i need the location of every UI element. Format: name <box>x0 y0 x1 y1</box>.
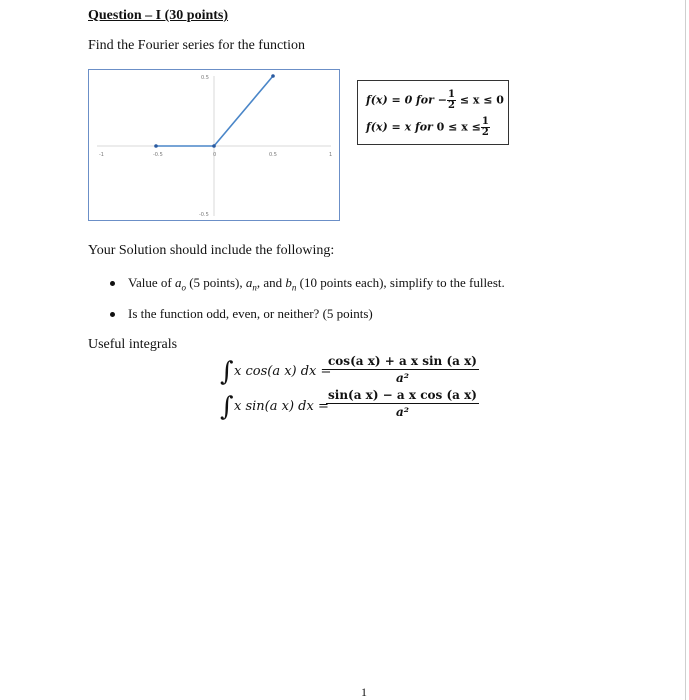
def1-lhs: f(x) = 0 for <box>366 93 434 107</box>
b1-text-b: (5 points), <box>185 275 246 290</box>
def1-frac-den: 2 <box>448 100 455 111</box>
x-tick-neg1: -1 <box>99 152 104 158</box>
question-prompt: Find the Fourier series for the function <box>88 38 305 53</box>
x-tick-1: 1 <box>329 152 333 158</box>
b1-bn: b <box>285 275 292 290</box>
page-edge <box>685 0 686 700</box>
point-origin <box>212 144 216 148</box>
linear-segment <box>214 76 273 146</box>
b1-bn-sub: n <box>291 282 297 293</box>
solution-intro: Your Solution should include the following: <box>88 243 335 258</box>
bullet-coefficients <box>128 275 505 293</box>
graph-svg <box>89 70 339 220</box>
function-graph <box>88 69 340 221</box>
b1-a0-sub: o <box>181 282 186 293</box>
useful-integrals-label: Useful integrals <box>88 337 178 352</box>
i2-denominator: a² <box>395 405 409 419</box>
i1-numerator: cos(a x) + a x sin (a x) <box>328 354 477 368</box>
integral-2-result <box>326 388 479 419</box>
bullet-symmetry: Is the function odd, even, or neither? (5 points) <box>128 306 373 321</box>
def2-frac <box>481 117 490 138</box>
integral-1-lhs <box>234 364 331 379</box>
b1-text-d: (10 points each), simplify to the fullest. <box>296 275 505 290</box>
question-title: Question – I (30 points) <box>88 8 229 23</box>
integral-sign-1: ∫ <box>220 357 234 387</box>
point-neg05 <box>154 144 158 148</box>
integral-2-lhs <box>234 399 329 414</box>
def1-range-end: ≤ x ≤ 0 <box>459 93 504 107</box>
b1-text-a: Value of <box>128 275 175 290</box>
b1-an: a <box>245 275 253 290</box>
x-tick-05: 0.5 <box>269 152 277 158</box>
definition-line-2 <box>366 117 490 138</box>
def2-frac-den: 2 <box>481 127 489 138</box>
b1-text-c: , and <box>256 275 286 290</box>
def1-minus: − <box>437 93 447 107</box>
function-definition <box>357 80 509 145</box>
bullet-dot-2 <box>110 312 115 317</box>
b1-an-sub: n <box>252 282 257 293</box>
def2-frac-num: 1 <box>481 116 489 127</box>
page-number: 1 <box>361 685 367 699</box>
def1-frac <box>447 90 456 111</box>
b1-a0: a <box>174 275 182 290</box>
definition-line-1 <box>366 90 504 111</box>
integral-sign-2: ∫ <box>220 392 234 422</box>
x-tick-0: 0 <box>213 152 217 158</box>
bullet-dot-1 <box>110 281 115 286</box>
x-tick-neg05: -0.5 <box>153 152 163 158</box>
y-tick-neg05: -0.5 <box>199 212 209 218</box>
integral-1-result <box>326 354 479 385</box>
def2-range: 0 ≤ x ≤ <box>436 120 481 134</box>
i2-numerator: sin(a x) − a x cos (a x) <box>328 388 477 402</box>
y-tick-05: 0.5 <box>201 75 209 81</box>
point-05 <box>271 74 275 78</box>
i1-lhs: x cos(a x) dx = <box>234 364 332 379</box>
i1-denominator: a² <box>395 371 409 385</box>
def2-lhs: f(x) = x for <box>366 120 433 134</box>
def1-frac-num: 1 <box>448 89 455 100</box>
i2-lhs: x sin(a x) dx = <box>234 399 329 414</box>
